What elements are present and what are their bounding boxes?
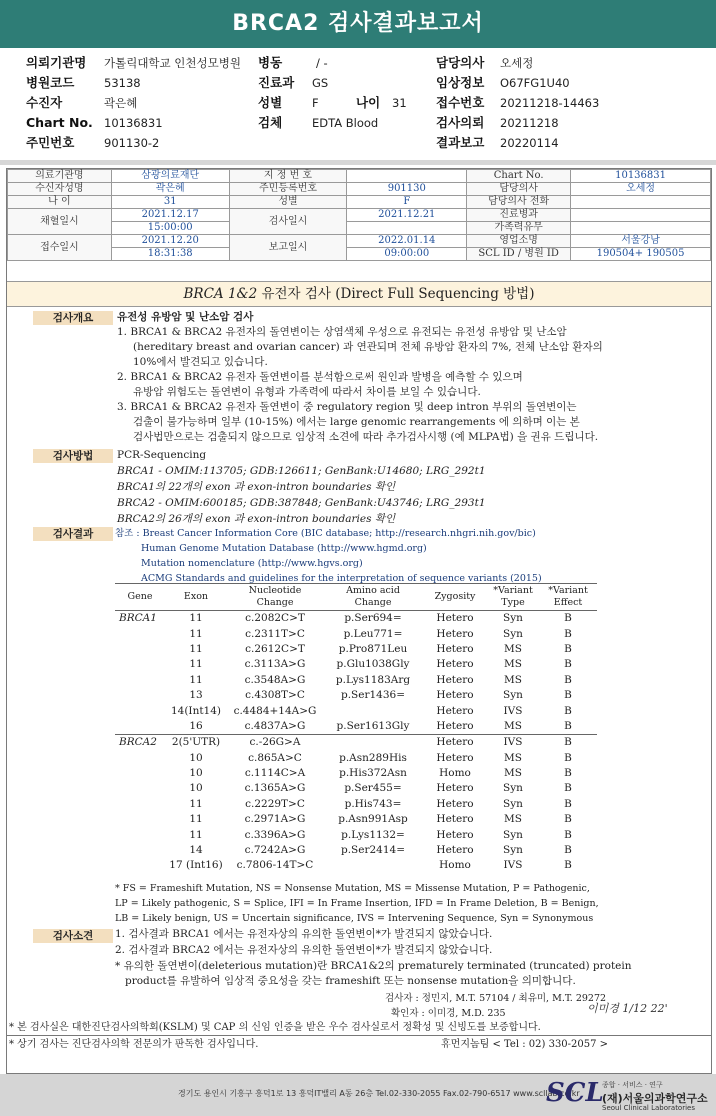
table-cell: c.4484+14A>G xyxy=(233,704,317,717)
table-cell: MS xyxy=(504,642,522,655)
chart-label: Chart No. xyxy=(26,115,93,130)
table-row xyxy=(115,688,597,703)
info-cell: Chart No. xyxy=(467,170,571,183)
company-name: (재)서울의과학연구소 xyxy=(602,1092,708,1105)
table-cell xyxy=(115,766,165,781)
patient-header xyxy=(0,52,716,160)
info-cell: 2021.12.20 xyxy=(111,235,229,248)
info-cell: 영업소명 xyxy=(467,235,571,248)
patient-label: 수진자 xyxy=(26,95,63,110)
method-line: BRCA2 - OMIM:600185; GDB:387848; GenBank:U43746; LRG_293t1 xyxy=(117,497,486,509)
table-row xyxy=(115,766,597,781)
info-cell: 오세정 xyxy=(571,183,711,196)
table-cell: MS xyxy=(504,813,522,826)
column-header: Zygosity xyxy=(423,584,487,611)
table-cell xyxy=(115,657,165,672)
table-cell: c.865A>C xyxy=(248,751,302,764)
table-cell: c.3113A>G xyxy=(244,658,306,671)
info-cell: 성별 xyxy=(229,196,347,209)
table-cell: c.4837A>G xyxy=(244,719,306,732)
dept: GS xyxy=(312,76,329,90)
method-line: BRCA1 - OMIM:113705; GDB:126611; GenBank:U14680; LRG_292t1 xyxy=(117,465,486,477)
report-date: 20220114 xyxy=(500,136,559,150)
table-cell xyxy=(115,642,165,657)
info-cell: F xyxy=(347,196,467,209)
table-cell: B xyxy=(539,735,597,751)
column-header: Nucleotide Change xyxy=(227,584,323,611)
info-cell: 담당의사 전화 xyxy=(467,196,571,209)
info-cell: 지 정 번 호 xyxy=(229,170,347,183)
table-cell: B xyxy=(564,627,572,640)
reference-line: 참조 : Breast Cancer Information Core (BIC database; http://research.nhgri.nih.gov/bic) xyxy=(115,528,536,539)
table-cell: 11 xyxy=(189,658,203,671)
variant-header-row xyxy=(115,584,597,611)
doctor: 오세정 xyxy=(500,56,534,70)
column-header: *Variant Effect xyxy=(539,584,597,611)
table-cell: p.Pro871Leu xyxy=(338,642,408,655)
table-cell: B xyxy=(564,673,572,686)
info-row xyxy=(8,183,711,196)
overview-line: 2. BRCA1 & BRCA2 유전자 돌연변이를 분석함으로써 원인과 발병을 예측할 수 있으며 xyxy=(117,371,523,383)
table-row xyxy=(115,673,597,688)
table-cell: p.Ser1613Gly xyxy=(336,719,410,732)
table-cell: c.7242A>G xyxy=(244,844,306,857)
table-cell: Hetero xyxy=(436,719,474,732)
info-row xyxy=(8,248,711,261)
bottom-note: * 상기 검사는 진단검사의학 전문의가 판독한 검사입니다. xyxy=(9,1039,259,1050)
footer-address: 경기도 용인시 기흥구 흥덕1로 13 흥덕IT밸리 A동 26층 Tel.02-330-2055 Fax.02-790-6517 www.scllab.co.kr xyxy=(178,1089,580,1098)
opinion-line: 2. 검사결과 BRCA2 에서는 유전자상의 유의한 돌연변이*가 발견되지 않았습니다. xyxy=(115,944,493,956)
table-cell: IVS xyxy=(487,735,539,751)
overview-line: 10%에서 발견되고 있습니다. xyxy=(133,356,268,368)
table-cell xyxy=(323,703,423,718)
table-cell: B xyxy=(564,767,572,780)
info-cell: 접수일시 xyxy=(8,235,112,261)
opinion-line: product를 유발하여 임상적 중요성을 갖는 frameshift 또는 nonsense mutation을 의미합니다. xyxy=(125,975,576,987)
table-cell: Hetero xyxy=(436,828,474,841)
institution: 가톨릭대학교 인천성모병원 xyxy=(104,56,241,70)
report-form xyxy=(6,168,712,1074)
table-cell xyxy=(115,703,165,718)
table-cell xyxy=(115,719,165,735)
clinical-label: 임상정보 xyxy=(436,75,485,90)
specimen-label: 검체 xyxy=(258,115,283,130)
table-row xyxy=(115,703,597,718)
table-row xyxy=(115,626,597,641)
sex: F xyxy=(312,96,319,110)
table-cell: Syn xyxy=(503,689,523,702)
info-table xyxy=(7,169,711,261)
table-cell: 10 xyxy=(189,782,203,795)
column-header: Amino acid Change xyxy=(323,584,423,611)
table-cell xyxy=(115,797,165,812)
column-header: Exon xyxy=(165,584,227,611)
table-cell: 14 xyxy=(189,844,203,857)
info-row xyxy=(8,170,711,183)
info-cell: 주민등록번호 xyxy=(229,183,347,196)
patient: 곽은혜 xyxy=(104,96,138,110)
table-cell xyxy=(115,827,165,842)
table-cell: p.Glu1038Gly xyxy=(336,658,410,671)
table-cell: B xyxy=(564,689,572,702)
table-cell: IVS xyxy=(503,859,523,872)
table-cell: c.4308T>C xyxy=(245,689,305,702)
table-cell: p.Ser455= xyxy=(344,782,402,795)
overview-label: 검사개요 xyxy=(33,311,113,325)
table-cell: 11 xyxy=(189,627,203,640)
test-title-gene: BRCA 1&2 xyxy=(183,286,258,302)
info-cell: 190504+ 190505 xyxy=(571,248,711,261)
table-cell: 17 (Int16) xyxy=(169,859,223,872)
ward-label: 병동 xyxy=(258,55,283,70)
table-cell: MS xyxy=(504,658,522,671)
contact: 휴먼지놈팀 < Tel : 02) 330-2057 > xyxy=(441,1039,609,1050)
ward: / - xyxy=(316,56,328,70)
info-cell: 수신자성명 xyxy=(8,183,112,196)
table-cell: Hetero xyxy=(436,689,474,702)
table-cell: MS xyxy=(504,767,522,780)
table-cell: MS xyxy=(504,751,522,764)
reference-line: Human Genome Mutation Database (http://www.hgmd.org) xyxy=(141,543,427,554)
info-cell: 2021.12.17 xyxy=(111,209,229,222)
info-cell: 담당의사 xyxy=(467,183,571,196)
table-cell: 11 xyxy=(189,642,203,655)
table-row xyxy=(115,719,597,735)
request: 20211218 xyxy=(500,116,559,130)
info-row xyxy=(8,222,711,235)
variant-rows xyxy=(115,611,597,874)
table-cell: B xyxy=(564,658,572,671)
table-cell: Hetero xyxy=(436,642,474,655)
report-date-label: 결과보고 xyxy=(436,135,485,150)
table-cell xyxy=(115,673,165,688)
info-cell: 2021.12.21 xyxy=(347,209,467,222)
table-cell: c.2971A>G xyxy=(244,813,306,826)
table-cell: Hetero xyxy=(436,612,474,625)
table-cell: Syn xyxy=(503,828,523,841)
table-cell xyxy=(115,858,165,873)
table-cell: 16 xyxy=(189,719,203,732)
age-label: 나이 xyxy=(356,95,381,110)
overview-line: (hereditary breast and ovarian cancer) 과 연관되며 전체 유방암 환자의 7%, 전체 난소암 환자의 xyxy=(133,341,603,353)
sex-label: 성별 xyxy=(258,95,283,110)
table-cell: 11 xyxy=(189,797,203,810)
signature: 이미경 1/12 22' xyxy=(587,1002,668,1015)
table-cell: c.2311T>C xyxy=(245,627,305,640)
table-cell: p.His743= xyxy=(344,797,402,810)
table-cell: c.2229T>C xyxy=(245,797,305,810)
table-cell: B xyxy=(564,828,572,841)
table-cell: c.2082C>T xyxy=(245,612,305,625)
company-name-en: Seoul Clinical Laboratories xyxy=(602,1104,695,1112)
info-cell xyxy=(571,222,711,235)
method-line: BRCA1의 22개의 exon 과 exon-intron boundaries 확인 xyxy=(117,481,396,493)
info-row xyxy=(8,196,711,209)
table-cell: Hetero xyxy=(436,627,474,640)
method-label: 검사방법 xyxy=(33,449,113,463)
table-cell: p.Lys1132= xyxy=(341,828,405,841)
variant-table xyxy=(115,583,597,874)
dept-label: 진료과 xyxy=(258,75,295,90)
info-cell: 나 이 xyxy=(8,196,112,209)
info-cell: 의료기관명 xyxy=(8,170,112,183)
hospcode-label: 병원코드 xyxy=(26,75,75,90)
reference-line: Mutation nomenclature (http://www.hgvs.org) xyxy=(141,558,363,569)
info-cell: 검사일시 xyxy=(229,209,347,235)
table-cell: Syn xyxy=(503,797,523,810)
info-row xyxy=(8,209,711,222)
confirmer: 확인자 : 이미경, M.D. 235 xyxy=(391,1008,506,1019)
table-cell: Homo xyxy=(439,767,471,780)
legend-line: * FS = Frameshift Mutation, NS = Nonsense Mutation, MS = Missense Mutation, P = Pathogenic, xyxy=(115,883,590,894)
overview-line: 유방암 위험도는 돌연변이 유형과 가족력에 따라서 차이를 보일 수 있습니다. xyxy=(133,386,481,398)
overview-line: 검출이 불가능하며 일부 (10-15%) 에서는 large genomic rearrangements 에 의하며 이는 본 xyxy=(133,416,580,428)
info-cell: 곽은혜 xyxy=(111,183,229,196)
age: 31 xyxy=(392,96,407,110)
table-cell: c.1114C>A xyxy=(244,767,306,780)
table-cell: Hetero xyxy=(436,844,474,857)
table-cell: 10 xyxy=(189,767,203,780)
table-cell: 13 xyxy=(189,689,203,702)
table-row xyxy=(115,657,597,672)
table-cell: BRCA1 xyxy=(119,612,157,625)
rrn: 901130-2 xyxy=(104,136,160,150)
table-cell xyxy=(115,688,165,703)
info-cell: 31 xyxy=(111,196,229,209)
table-cell: B xyxy=(564,813,572,826)
table-cell xyxy=(115,626,165,641)
opinion-line: 1. 검사결과 BRCA1 에서는 유전자상의 유의한 돌연변이*가 발견되지 않았습니다. xyxy=(115,928,493,940)
column-header: *Variant Type xyxy=(487,584,539,611)
table-cell: 11 xyxy=(189,828,203,841)
table-cell: p.Lys1183Arg xyxy=(335,673,411,686)
table-cell: B xyxy=(564,844,572,857)
table-cell: MS xyxy=(504,719,522,732)
table-row xyxy=(115,827,597,842)
info-cell xyxy=(571,196,711,209)
table-cell: Hetero xyxy=(436,797,474,810)
table-row xyxy=(115,735,597,751)
table-cell: Hetero xyxy=(423,735,487,751)
info-cell xyxy=(347,222,467,235)
info-cell: 10136831 xyxy=(571,170,711,183)
info-row xyxy=(8,235,711,248)
hospcode: 53138 xyxy=(104,76,141,90)
legend-line: LB = Likely benign, US = Uncertain significance, IVS = Intervening Sequence, Syn = Synonymous xyxy=(115,913,594,924)
table-row xyxy=(115,858,597,873)
table-row xyxy=(115,642,597,657)
info-cell xyxy=(347,170,467,183)
table-cell: Syn xyxy=(503,627,523,640)
table-cell: Syn xyxy=(503,844,523,857)
receipt: 20211218-14463 xyxy=(500,96,600,110)
table-cell xyxy=(115,781,165,796)
table-cell: Hetero xyxy=(436,704,474,717)
info-cell: SCL ID / 병원 ID xyxy=(467,248,571,261)
table-cell xyxy=(323,735,423,751)
table-cell: c.2612C>T xyxy=(245,642,305,655)
tester: 검사자 : 정민지, M.T. 57104 / 최유미, M.T. 29272 xyxy=(385,993,607,1004)
table-cell: c.3548A>G xyxy=(244,673,306,686)
table-cell: B xyxy=(564,859,572,872)
test-title xyxy=(7,281,711,307)
results-label: 검사결과 xyxy=(33,527,113,541)
info-cell xyxy=(571,209,711,222)
overview-line: 1. BRCA1 & BRCA2 유전자의 돌연변이는 상염색체 우성으로 유전되는 유전성 유방암 및 난소암 xyxy=(117,326,567,338)
table-cell: BRCA2 xyxy=(115,735,165,751)
info-cell: 채혈일시 xyxy=(8,209,112,235)
table-cell: p.Asn991Asp xyxy=(338,813,408,826)
table-cell: B xyxy=(564,642,572,655)
header-divider xyxy=(0,160,716,165)
overview-line: 검사법만으로는 검출되지 않으므로 임상적 소견에 따라 추가검사시행 (예 MLPA법) 을 권유 드립니다. xyxy=(133,431,599,443)
table-row xyxy=(115,797,597,812)
table-cell: B xyxy=(564,782,572,795)
test-title-text: 유전자 검사 (Direct Full Sequencing 방법) xyxy=(257,286,535,302)
table-cell xyxy=(115,751,165,766)
info-cell: 18:31:38 xyxy=(111,248,229,261)
table-cell: 14(Int14) xyxy=(170,704,222,717)
table-cell xyxy=(323,858,423,873)
info-cell: 15:00:00 xyxy=(111,222,229,235)
certification-note: * 본 검사실은 대한진단검사의학회(KSLM) 및 CAP 의 신임 인증을 받은 우수 검사실로서 정확성 및 신빙도를 보증합니다. xyxy=(9,1022,541,1033)
table-cell: p.Leu771= xyxy=(343,627,403,640)
table-cell: MS xyxy=(504,673,522,686)
table-cell: p.Ser1436= xyxy=(340,689,405,702)
opinion-line: * 유의한 돌연변이(deleterious mutation)란 BRCA1&2의 prematurely terminated (truncated) protein xyxy=(115,960,632,972)
table-cell: 11 xyxy=(189,673,203,686)
info-cell: 가족력유무 xyxy=(467,222,571,235)
table-row xyxy=(115,843,597,858)
table-cell: B xyxy=(564,612,572,625)
specimen: EDTA Blood xyxy=(312,116,379,130)
receipt-label: 접수번호 xyxy=(436,95,485,110)
table-cell: 11 xyxy=(189,612,203,625)
overview-line: 3. BRCA1 & BRCA2 유전자 돌연변이 중 regulatory region 및 deep intron 부위의 돌연변이는 xyxy=(117,401,577,413)
reference-line: ACMG Standards and guidelines for the interpretation of sequence variants (2015) xyxy=(141,573,542,584)
table-row xyxy=(115,781,597,796)
institution-label: 의뢰기관명 xyxy=(26,55,87,70)
company-tagline: 종합 · 서비스 · 연구 xyxy=(602,1081,663,1089)
table-cell: 10 xyxy=(189,751,203,764)
table-cell: B xyxy=(564,751,572,764)
report-title: BRCA2 검사결과보고서 xyxy=(0,0,716,48)
table-cell: Hetero xyxy=(436,813,474,826)
table-cell: 2(5'UTR) xyxy=(165,735,227,751)
table-cell: B xyxy=(564,704,572,717)
table-cell: Homo xyxy=(439,859,471,872)
table-cell: Hetero xyxy=(436,658,474,671)
info-cell: 2022.01.14 xyxy=(347,235,467,248)
table-cell: p.His372Asn xyxy=(339,767,407,780)
info-cell: 진료병과 xyxy=(467,209,571,222)
table-cell: c.3396A>G xyxy=(244,828,306,841)
table-cell: Syn xyxy=(503,782,523,795)
table-cell xyxy=(115,843,165,858)
request-label: 검사의뢰 xyxy=(436,115,485,130)
info-cell: 보고일시 xyxy=(229,235,347,261)
table-cell: IVS xyxy=(503,704,523,717)
chart: 10136831 xyxy=(104,116,163,130)
opinion-label: 검사소견 xyxy=(33,929,113,943)
method-line: BRCA2의 26개의 exon 과 exon-intron boundaries 확인 xyxy=(117,513,396,525)
info-cell: 삼광의료재단 xyxy=(111,170,229,183)
doctor-label: 담당의사 xyxy=(436,55,485,70)
overview-heading: 유전성 유방암 및 난소암 검사 xyxy=(117,311,254,323)
rrn-label: 주민번호 xyxy=(26,135,75,150)
table-cell: c.7806-14T>C xyxy=(236,859,314,872)
clinical: O67FG1U40 xyxy=(500,76,570,90)
info-cell: 09:00:00 xyxy=(347,248,467,261)
info-cell: 901130 xyxy=(347,183,467,196)
table-cell: 11 xyxy=(189,813,203,826)
table-row xyxy=(115,812,597,827)
scl-logo: SCL xyxy=(546,1078,604,1108)
table-cell: c.-26G>A xyxy=(227,735,323,751)
table-cell: B xyxy=(564,719,572,732)
table-cell: p.Ser694= xyxy=(344,612,402,625)
table-cell: Hetero xyxy=(436,673,474,686)
table-cell: Hetero xyxy=(436,751,474,764)
table-cell: c.1365A>G xyxy=(244,782,306,795)
method-line: PCR-Sequencing xyxy=(117,449,207,461)
table-row xyxy=(115,611,597,627)
table-row xyxy=(115,751,597,766)
column-header: Gene xyxy=(115,584,165,611)
divider xyxy=(7,1035,711,1036)
table-cell: p.Ser2414= xyxy=(340,844,405,857)
table-cell xyxy=(115,812,165,827)
table-cell: B xyxy=(564,797,572,810)
info-cell: 서울강남 xyxy=(571,235,711,248)
table-cell: p.Asn289His xyxy=(339,751,407,764)
footer xyxy=(0,1074,716,1116)
table-cell: Hetero xyxy=(436,782,474,795)
table-cell: Syn xyxy=(503,612,523,625)
legend-line: LP = Likely pathogenic, S = Splice, IFI = In Frame Insertion, IFD = In Frame Deletion, B = Benign, xyxy=(115,898,599,909)
